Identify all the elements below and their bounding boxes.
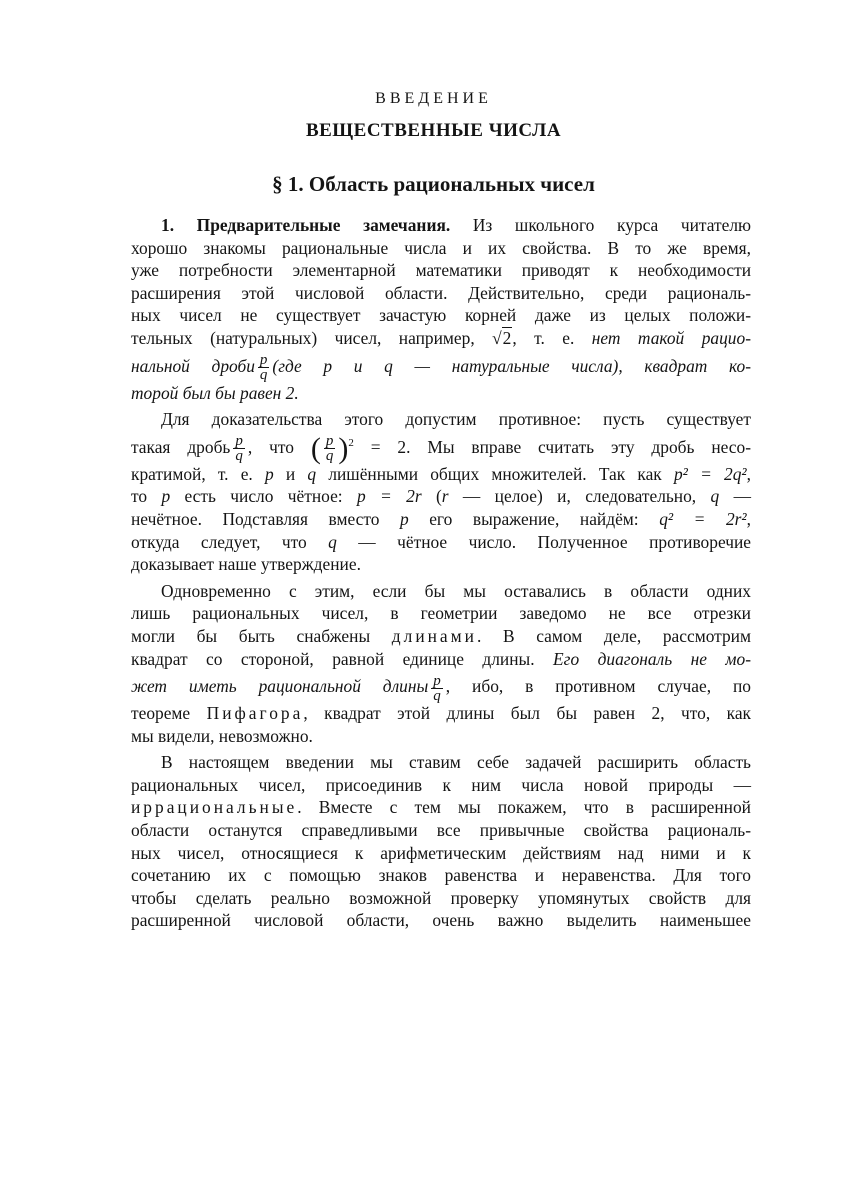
text: , т. е.: [512, 327, 592, 348]
denominator: q: [259, 367, 268, 384]
variable: q: [328, 531, 337, 552]
paren-open: (: [310, 431, 321, 465]
paragraph-1: [131, 214, 751, 404]
line: [131, 214, 751, 237]
denominator: q: [325, 448, 334, 465]
variable: q: [307, 463, 317, 484]
square-root: [492, 327, 512, 348]
line: Для доказательства этого допустим противное: пусть существует: [161, 409, 751, 430]
line: [131, 648, 751, 671]
line: Одновременно с этим, если бы мы оставались в области одних: [161, 580, 751, 601]
emphasis: нальной дроби: [131, 355, 255, 376]
spaced-term: Пифагора: [206, 703, 304, 724]
line: хорошо знакомы рациональные числа и их свойства. В то же время,: [131, 237, 751, 258]
text: квадрат со стороной, равной единице длины.: [131, 648, 554, 669]
formula: p = 2r: [356, 486, 422, 507]
denominator: q: [235, 448, 243, 465]
emphasis: торой был бы равен 2.: [131, 382, 299, 403]
variable: r: [441, 486, 449, 507]
fraction-p-q: [233, 434, 245, 463]
line: лишь рациональных чисел, в геометрии заведомо не все отрезки: [131, 603, 751, 624]
paren-close: ): [338, 431, 349, 465]
text: , квадрат этой длины был бы равен 2, что, как: [303, 703, 751, 724]
line: ных чисел не существует зачастую корней даже из целых положи-: [131, 305, 751, 326]
line: [131, 670, 751, 702]
paragraph-2: [131, 408, 751, 576]
text: . В самом деле, рассмотрим: [476, 625, 751, 646]
sqrt-sign: √: [492, 327, 502, 348]
line: расширения этой числовой области. Действительно, среди рациональ-: [131, 282, 751, 303]
line: области останутся справедливыми все привычные свойства рациональ-: [131, 820, 751, 841]
line: мы видели, невозможно.: [131, 725, 313, 746]
emphasis: Его диагональ не мо-: [553, 648, 751, 669]
fraction-p-q: [258, 353, 270, 382]
numerator: p: [325, 433, 334, 450]
text: теореме: [131, 703, 207, 724]
text: ,: [746, 463, 751, 484]
line: [131, 327, 751, 350]
section-title: § 1. Область рациональных чисел: [272, 172, 595, 196]
text: — целое) и, следовательно,: [448, 486, 711, 507]
numerator: p: [235, 433, 243, 450]
paragraph-lead: 1. Предварительные замечания.: [161, 215, 451, 235]
fraction-p-q: [324, 434, 336, 463]
variable: p: [161, 486, 171, 507]
text: = 2. Мы вправе считать эту дробь несо-: [353, 436, 751, 457]
line: чтобы сделать реально возможной проверку упомянутых свойств для: [131, 887, 751, 908]
text: кратимой, т. е.: [131, 463, 265, 484]
formula: q² = 2r²: [659, 508, 747, 529]
text: такая дробь: [131, 436, 231, 457]
body-text: [131, 214, 751, 932]
text: — чётное число. Полученное противоречие: [336, 531, 751, 552]
numerator: p: [433, 672, 441, 689]
text: откуда следует, что: [131, 531, 329, 552]
variable: q: [710, 486, 720, 507]
paragraph-3: [131, 580, 751, 748]
text: (: [421, 486, 442, 507]
line: [131, 382, 751, 405]
line: [131, 485, 751, 508]
sqrt-argument: 2: [502, 327, 512, 348]
line: расширенной числовой области, очень важно выделить наименьшее: [131, 910, 751, 931]
emphasis: жет иметь рациональной длины: [131, 676, 429, 697]
line: ных чисел, относящиеся к арифметическим действиям над ними и к: [131, 842, 751, 863]
chapter-title: ВЕЩЕСТВЕННЫЕ ЧИСЛА: [305, 120, 562, 141]
text: могли бы быть снабжены: [131, 625, 392, 646]
spaced-term: иррациональные: [131, 797, 298, 818]
denominator: q: [433, 687, 441, 704]
spaced-term: длинами: [391, 625, 477, 646]
text: ,: [746, 508, 751, 529]
line: [131, 531, 751, 554]
chapter-heading: ВВЕДЕНИЕ: [375, 90, 492, 107]
text: тельных (натуральных) чисел, например,: [131, 327, 493, 348]
line: рациональных чисел, присоединив к ним числа новой природы —: [131, 774, 751, 795]
fraction-p-q: [431, 674, 443, 703]
variable: p: [265, 463, 274, 484]
line: уже потребности элементарной математики приводят к необходимости: [131, 260, 751, 281]
text: , что: [247, 436, 294, 457]
text: и: [273, 463, 308, 484]
line: [131, 508, 751, 531]
text: . Вместе с тем мы покажем, что в расширенной: [297, 797, 751, 818]
text: Из школьного курса читателю: [450, 215, 751, 235]
text: есть число чётное:: [170, 486, 357, 507]
line: [131, 350, 751, 382]
formula: p² = 2q²: [673, 463, 747, 484]
line: доказывает наше утверждение.: [131, 554, 361, 575]
line: [131, 463, 751, 486]
line: сочетанию их с помощью знаков равенства и неравенства. Для того: [131, 865, 751, 886]
text: нечётное. Подставляя вместо: [131, 508, 400, 529]
text: —: [719, 486, 751, 507]
variable: p: [399, 508, 409, 529]
text: , ибо, в противном случае, по: [445, 676, 752, 697]
line: [131, 796, 751, 819]
line: [131, 625, 751, 648]
paragraph-4: [131, 751, 751, 932]
text: лишёнными общих множителей. Так как: [316, 463, 674, 484]
text: его выражение, найдём:: [408, 508, 660, 529]
emphasis: нет такой рацио-: [591, 327, 751, 348]
line: [131, 431, 751, 463]
emphasis: (где p и q — натуральные числа), квадрат ко-: [272, 355, 751, 376]
exponent: 2: [348, 436, 354, 449]
line: [131, 702, 751, 725]
line: В настоящем введении мы ставим себе задачей расширить область: [161, 752, 751, 773]
numerator: p: [259, 352, 268, 369]
text: то: [131, 486, 162, 507]
